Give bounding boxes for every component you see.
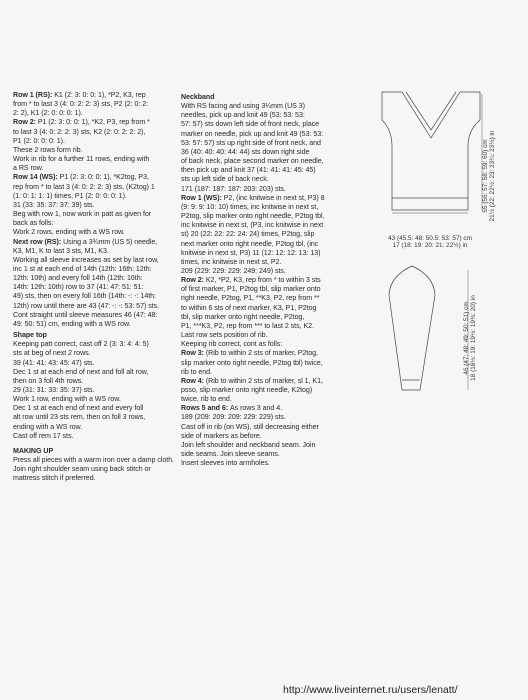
text-line: ending with a WS row. — [13, 422, 83, 431]
text-line: Work 1 row, ending with a WS row. — [13, 395, 121, 404]
text-line: side of markers as before. — [181, 431, 262, 440]
row-instruction — [13, 91, 173, 100]
pattern-column-middle — [181, 91, 357, 468]
text-line: 57: 57) sts down left side of front neck, place — [181, 120, 320, 129]
text-line: Dec 1 st at each end of next and every foll — [13, 404, 144, 413]
row-instruction — [13, 238, 173, 247]
text-line: Beg with row 1, now work in patt as given for — [13, 210, 152, 219]
text-line: 2: 2), K1 (2: 0: 0: 0: 1). — [13, 109, 83, 118]
row-text: K2, *P2, K3, rep from * to within 3 sts — [205, 276, 321, 285]
text-line: knitwise in next st, P3) 11 (12: 12: 12: 13: 13) — [181, 248, 321, 257]
text-line: 209 (229: 229: 229: 249: 249) sts. — [181, 266, 286, 275]
section-heading: Neckband — [181, 93, 215, 101]
row-text: (Rib to within 2 sts of marker, sl 1, K1, — [205, 376, 323, 385]
body-schematic — [382, 92, 482, 213]
body-width-label: 43 (45.5: 48: 50.5: 53: 57) cm — [388, 235, 472, 242]
text-line: Join right shoulder seam using back stitch or — [13, 465, 151, 474]
sleeve-schematic — [389, 266, 468, 390]
text-line: 12th: 10th) and every foll 14th (12th: 16th: — [13, 274, 143, 283]
text-line: P1, ***K3, P2, rep from *** to last 2 sts, K2. — [181, 321, 314, 330]
row-instruction — [181, 276, 357, 285]
text-line: Work 2 rows, ending with a WS row. — [13, 228, 125, 237]
text-line: 12th) row until there are 43 (47: -: -: 53: 57) sts. — [13, 301, 160, 310]
text-line: Keeping patt correct, cast off 2 (3: 3: 4: 4: 5) — [13, 340, 149, 349]
text-line: 31 (33: 35: 37: 37: 39) sts. — [13, 200, 95, 209]
text-line: marker on needle, pick up and knit 49 (53: 53: — [181, 129, 324, 138]
row-text: As rows 3 and 4. — [229, 404, 283, 413]
row-instruction — [13, 173, 173, 182]
text-line: needles, pick up and knit 49 (53: 53: 53: — [181, 111, 305, 120]
sleeve-outline — [389, 266, 435, 390]
text-line: times, inc knitwise in next st, P2. — [181, 257, 282, 266]
text-line: psso, slip marker onto right needle, K2tog) — [181, 386, 313, 394]
spacer — [13, 441, 173, 445]
text-line: 171 (187: 187: 187: 203: 203) sts. — [181, 184, 286, 193]
row-label: Row 2: — [13, 118, 38, 127]
text-line: of back neck, place second marker on needle, — [181, 157, 324, 166]
section-heading: Shape top — [13, 331, 47, 340]
text-line: to last 3 (4: 0: 2: 2: 3) sts, K2 (2: 0: 2: 2: 2), — [13, 127, 146, 136]
text-line: next marker onto right needle, P2tog tbl, (inc — [181, 239, 319, 248]
text-line: 49) sts, then on every foll 16th (14th: -: -: 14th: — [13, 292, 156, 301]
row-instruction — [181, 194, 357, 203]
row-text: P1 (2: 3: 0: 0: 1), *K2, P3, rep from * — [37, 118, 150, 127]
pattern-column-left — [13, 91, 173, 484]
text-line: inc knitwise in next st, (P3, inc knitwise in next — [181, 221, 324, 230]
text-line: 36 (40: 40: 40: 44: 44) sts down right side — [181, 147, 310, 156]
row-instruction — [181, 349, 357, 358]
text-line: (1: 0: 1: 1: 1) times, P1 (2: 0: 0: 0: 1). — [13, 191, 127, 200]
text-line: Dec 1 st at each end of next and foll alt row, — [13, 367, 149, 376]
row-label: Row 2: — [181, 276, 206, 285]
text-line: 29 (31: 31: 33: 35: 37) sts. — [13, 386, 95, 394]
text-line: P1 (2: 0: 0: 0: 1). — [13, 136, 65, 145]
body-height-label: 55 (56: 57: 58: 59: 60) cm — [482, 139, 489, 213]
row-text: P1 (2: 3: 0: 0: 1), *K2tog, P3, — [59, 173, 149, 182]
body-width-inch-label: 17 (18: 19: 20: 21: 22½) in — [392, 242, 468, 249]
text-line: to within 6 sts of next marker, K3, P1, P2tog — [181, 303, 317, 312]
text-line: Keeping rib correct, cont as folls: — [181, 340, 283, 349]
text-line: 53: 57: 57) sts up right side of front neck, and — [181, 138, 321, 147]
text-line: rib to end. — [181, 367, 212, 376]
footer-url: http://www.liveinternet.ru/users/lenatt/ — [283, 684, 458, 696]
text-line: Cont straight until sleeve measures 46 (47: 48: — [13, 310, 158, 319]
text-line: st) 20 (22: 22: 22: 24: 24) times, P2tog, slip — [181, 230, 315, 239]
text-line: 189 (209: 209: 209: 229: 229) sts. — [181, 413, 286, 422]
row-text: Using a 3¾mm (US 5) needle, — [63, 237, 158, 246]
text-line: With RS facing and using 3¼mm (US 3) — [181, 102, 305, 111]
text-line: K3, M1, K to last 3 sts, M1, K3. — [13, 246, 109, 255]
text-line: Last row sets position of rib. — [181, 331, 268, 340]
text-line: mattress stitch if preferred. — [13, 474, 96, 483]
text-line: alt row until 23 sts rem, then on foll 3 rows, — [13, 413, 146, 422]
sleeve-length-label: 46 (47: 48: 49: 50: 51) cm — [463, 301, 470, 375]
row-label: Row 3: — [181, 349, 206, 358]
row-label: Rows 5 and 6: — [181, 404, 230, 413]
text-line: of first marker, P1, P2tog tbl, slip marker onto — [181, 285, 321, 294]
text-line: tbl, slip marker onto right needle, P2tog, — [181, 312, 305, 321]
row-instruction — [181, 377, 357, 386]
row-instruction — [181, 404, 357, 413]
text-line: These 2 rows form rib. — [13, 145, 83, 154]
row-label: Row 4: — [181, 376, 206, 385]
text-line: (9: 9: 9: 10: 10) times, inc knitwise in next st, — [181, 202, 319, 211]
body-outline — [382, 92, 480, 210]
text-line: Working all sleeve increases as set by last row, — [13, 255, 159, 264]
body-height-inch-label: 21½ (22: 22½: 23: 23¼: 23½) in — [489, 130, 496, 222]
row-label: Row 14 (WS): — [13, 173, 60, 182]
row-instruction — [13, 118, 173, 127]
text-line: sts up left side of back neck. — [181, 175, 269, 184]
row-label: Row 1 (WS): — [181, 193, 224, 202]
schematic-diagrams — [362, 80, 528, 400]
text-line: Press all pieces with a warm iron over a damp cloth. — [13, 456, 175, 465]
text-line: Cast off rem 17 sts. — [13, 431, 74, 440]
row-text: P2, (inc knitwise in next st, P3) 8 — [223, 193, 325, 202]
text-line: then pick up and knit 37 (41: 41: 41: 45: 45) — [181, 166, 316, 175]
text-line: Work in rib for a further 11 rows, ending with — [13, 155, 150, 164]
text-line: Join left shoulder and neckband seam. Join — [181, 440, 316, 449]
section-heading: MAKING UP — [13, 446, 54, 455]
text-line: sts at beg of next 2 rows. — [13, 349, 91, 358]
text-line: right needle, P2tog, P1, **K3, P2, rep from ** — [181, 294, 320, 303]
text-line: slip marker onto right needle, P2tog tbl) twice, — [181, 358, 323, 367]
text-line: twice, rib to end. — [181, 395, 232, 404]
text-line: then on 3 foll 4th rows. — [13, 376, 84, 385]
sleeve-length-inch-label: 18 (18½: 19: 19½: 19¾: 20) in — [470, 295, 477, 381]
text-line: Insert sleeves into armholes. — [181, 459, 270, 468]
schematic-svg — [362, 80, 528, 400]
text-line: rep from * to last 3 (4: 0: 2: 2: 3) sts, (K2tog) 1 — [13, 182, 155, 191]
text-line: from * to last 3 (4: 0: 2: 2: 3) sts, P2 (2: 0: 2: — [13, 100, 149, 109]
text-line: 49: 50: 51) cm, ending with a WS row. — [13, 319, 131, 328]
row-text: (Rib to within 2 sts of marker, P2tog, — [205, 349, 318, 358]
row-text: K1 (2: 3: 0: 0: 1), *P2, K3, rep — [54, 91, 146, 99]
text-line: Cast off in rib (on WS), still decreasing either — [181, 422, 319, 431]
text-line: P2tog, slip marker onto right needle, P2tog tbl, — [181, 212, 325, 221]
text-line: side seams. Join sleeve seams. — [181, 450, 280, 459]
text-line: inc 1 st at each end of 14th (12th: 16th: 12th: — [13, 264, 152, 273]
text-line: 39 (41: 41: 43: 45: 47) sts. — [13, 358, 95, 367]
text-line: back as folls: — [13, 219, 54, 228]
row-label: Next row (RS): — [13, 237, 64, 246]
neckband-inner-line — [406, 92, 456, 130]
text-line: a RS row. — [13, 164, 44, 173]
row-label: Row 1 (RS): — [13, 91, 55, 99]
text-line: 14th: 12th: 10th) row to 37 (41: 47: 51: 51: — [13, 283, 144, 292]
